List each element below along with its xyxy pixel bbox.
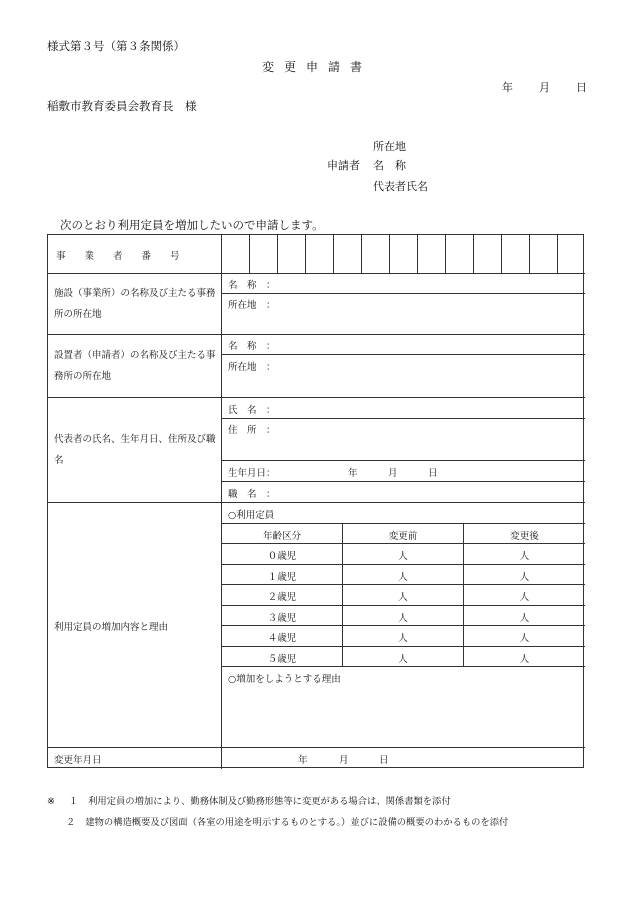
age-row-label: ５歳児 — [267, 654, 297, 665]
founder-address-label[interactable]: 所在地 ： — [228, 362, 276, 373]
capacity-header: ○利用定員 — [228, 510, 275, 521]
before-cell[interactable]: 人 — [398, 551, 408, 562]
before-cell[interactable]: 人 — [398, 592, 408, 603]
business-number-label: 事 業 者 番 号 — [56, 251, 180, 262]
note-number: １ — [68, 796, 79, 807]
change-year-label[interactable]: 年 — [298, 755, 308, 766]
change-day-label[interactable]: 日 — [379, 755, 389, 766]
form-number: 様式第３号（第３条関係） — [47, 39, 185, 53]
before-cell[interactable]: 人 — [398, 654, 408, 665]
col-age-header: 年齢区分 — [262, 531, 301, 542]
col-before-header: 変更前 — [388, 531, 418, 542]
age-row-label: １歳児 — [267, 572, 297, 583]
after-cell[interactable]: 人 — [519, 551, 530, 562]
age-row-label: ３歳児 — [267, 613, 297, 624]
note-text: 利用定員の増加により、勤務体制及び勤務形態等に変更がある場合は、関係書類を添付 — [88, 796, 451, 807]
facility-name-label[interactable]: 名 称 ： — [228, 280, 276, 291]
change-date-label: 変更年月日 — [54, 755, 102, 766]
applicant-name-label: 名 称 — [373, 159, 406, 172]
rep-birth-day-label: 日 — [428, 468, 438, 479]
application-table — [47, 234, 584, 768]
note-item — [47, 812, 508, 833]
note-mark: ※ — [47, 796, 55, 807]
date-month-label: 月 — [539, 81, 550, 94]
date-day-label: 日 — [576, 81, 587, 94]
rep-address-label[interactable]: 住 所 ： — [228, 425, 276, 436]
applicant-representative-label: 代表者氏名 — [373, 180, 428, 193]
applicant-label: 申請者 — [327, 159, 360, 172]
rep-birth-label[interactable]: 生年月日： — [228, 468, 276, 479]
notes — [47, 791, 508, 833]
capacity-label: 利用定員の増加内容と理由 — [54, 622, 169, 633]
before-cell[interactable]: 人 — [398, 613, 408, 624]
rep-title-label[interactable]: 職 名 ： — [228, 489, 276, 500]
after-cell[interactable]: 人 — [519, 572, 530, 583]
reason-label[interactable]: ○増加をしようとする理由 — [228, 674, 341, 685]
age-row-label: ２歳児 — [267, 592, 297, 603]
date-year-label: 年 — [502, 81, 513, 94]
facility-address-label[interactable]: 所在地 ： — [228, 300, 276, 311]
rep-name-label[interactable]: 氏 名 ： — [228, 405, 276, 416]
founder-label: 設置者（申請者）の名称及び主たる事務所の所在地 — [54, 350, 216, 382]
after-cell[interactable]: 人 — [519, 654, 530, 665]
change-month-label[interactable]: 月 — [339, 755, 349, 766]
representative-label: 代表者の氏名、生年月日、住所及び職名 — [54, 434, 216, 466]
after-cell[interactable]: 人 — [519, 613, 530, 624]
before-cell[interactable]: 人 — [398, 633, 408, 644]
after-cell[interactable]: 人 — [519, 633, 530, 644]
application-date — [502, 79, 587, 95]
applicant-location-label: 所在地 — [373, 140, 406, 153]
age-row-label: ０歳児 — [267, 551, 297, 562]
col-after-header: 変更後 — [510, 531, 539, 542]
age-row-label: ４歳児 — [267, 633, 297, 644]
note-item — [47, 791, 508, 812]
after-cell[interactable]: 人 — [519, 592, 530, 603]
founder-name-label[interactable]: 名 称 ： — [228, 341, 276, 352]
document-title: 変更申請書 — [262, 60, 373, 74]
facility-label: 施設（事業所）の名称及び主たる事務所の所在地 — [54, 288, 216, 320]
rep-birth-year-label: 年 — [348, 468, 358, 479]
note-text: 建物の構造概要及び図面（各室の用途を明示するものとする。）並びに設備の概要のわかるものを添付 — [85, 817, 509, 828]
intro-text: 次のとおり利用定員を増加したいので申請します。 — [60, 218, 324, 232]
rep-birth-month-label: 月 — [388, 468, 398, 479]
addressee: 稲敷市教育委員会教育長 様 — [47, 99, 197, 113]
before-cell[interactable]: 人 — [398, 572, 408, 583]
note-number: ２ — [66, 817, 76, 828]
